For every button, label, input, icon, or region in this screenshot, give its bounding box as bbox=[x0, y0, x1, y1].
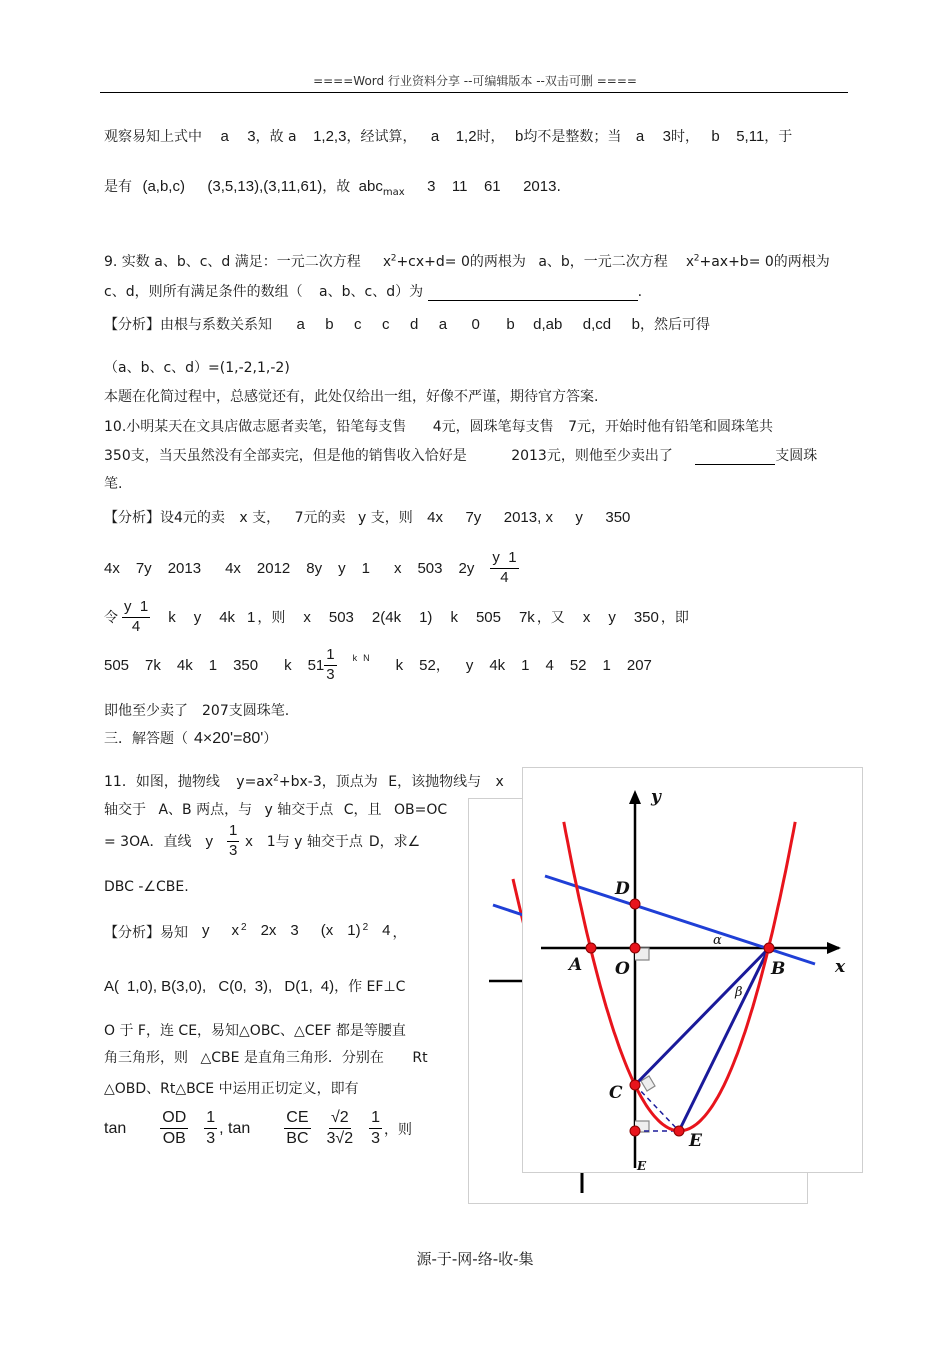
math: tan bbox=[104, 1119, 127, 1137]
text: 支圆珠 bbox=[775, 448, 818, 464]
math: y bbox=[575, 509, 583, 526]
math: 505 bbox=[475, 608, 501, 626]
math: 2y bbox=[458, 559, 475, 577]
text: ，经试算， bbox=[346, 129, 417, 145]
label-f: E bbox=[637, 1159, 647, 1172]
math: 3 bbox=[371, 1130, 381, 1147]
text: a、b，一元二次方程 bbox=[538, 254, 668, 270]
text: ，故 a bbox=[255, 129, 297, 145]
superscript: 2 bbox=[273, 773, 279, 784]
math: b bbox=[325, 316, 334, 333]
point-b bbox=[764, 943, 774, 953]
math: 1 bbox=[227, 822, 239, 842]
fraction bbox=[327, 1108, 354, 1149]
math: c bbox=[354, 316, 362, 333]
superscript: 2 bbox=[390, 253, 397, 264]
subscript: max bbox=[382, 186, 405, 198]
math: 4k bbox=[176, 656, 193, 674]
math: 3 bbox=[290, 922, 299, 939]
text: ，则 bbox=[257, 610, 286, 627]
math: 1 bbox=[139, 598, 149, 615]
text: 是有 bbox=[104, 179, 132, 195]
math: a bbox=[220, 128, 229, 145]
math: 2012 bbox=[256, 559, 291, 577]
math: 2(4k bbox=[371, 608, 402, 626]
math: (x bbox=[320, 922, 334, 939]
math: 2x bbox=[260, 922, 277, 939]
text: E，该抛物线与 bbox=[388, 774, 482, 790]
text: D，求∠ bbox=[368, 834, 421, 851]
math: 1 bbox=[508, 549, 517, 566]
q10-line-3: 笔. bbox=[104, 476, 123, 492]
text: 1与 y 轴交于点 bbox=[266, 834, 363, 851]
math: 4k bbox=[219, 608, 236, 626]
math: d bbox=[409, 316, 419, 333]
text: 【分析】设4元的卖 bbox=[104, 510, 225, 526]
point-f bbox=[630, 1126, 640, 1136]
text: ，又 bbox=[536, 610, 565, 627]
math: 7y bbox=[135, 559, 152, 577]
math: 11 bbox=[451, 178, 468, 195]
text: A、B 两点，与 bbox=[158, 802, 253, 818]
point-a bbox=[586, 943, 596, 953]
math: 7k bbox=[145, 656, 161, 674]
math: k bbox=[450, 608, 458, 626]
text: +bx-3，顶点为 bbox=[278, 774, 378, 790]
mixed-number bbox=[308, 646, 337, 685]
math: 1 bbox=[602, 656, 611, 674]
math: b bbox=[711, 128, 720, 145]
label-d: D bbox=[615, 879, 630, 899]
fraction bbox=[369, 1108, 382, 1149]
text: 均不是整数；当 bbox=[523, 129, 622, 145]
math: b bbox=[506, 316, 515, 333]
math: 4 bbox=[131, 617, 141, 635]
fraction bbox=[122, 598, 150, 637]
text: ， bbox=[435, 658, 450, 675]
text: 7元，开始时他有铅笔和圆珠笔共 bbox=[568, 419, 774, 435]
math: x bbox=[383, 253, 391, 270]
math: x bbox=[686, 253, 694, 270]
text: c、d，则所有满足条件的数组（ bbox=[104, 284, 303, 300]
math: 61 bbox=[483, 178, 501, 195]
text: ，于 bbox=[764, 129, 793, 145]
q10-analysis-3 bbox=[104, 598, 689, 637]
math: 1) bbox=[419, 608, 433, 626]
text: 350支，当天虽然没有全部卖完，但是他的销售收入恰好是 bbox=[104, 448, 467, 464]
continuation-line-2 bbox=[104, 176, 561, 198]
parabola-figure-svg bbox=[523, 768, 862, 1172]
text: ，即 bbox=[660, 610, 689, 627]
math: k bbox=[395, 656, 404, 674]
q11-line-4: DBC -∠CBE. bbox=[104, 879, 189, 895]
math: 1 bbox=[247, 608, 256, 626]
x-axis-arrow-icon bbox=[827, 942, 841, 954]
math: d,ab bbox=[533, 316, 563, 333]
math: 1,0), B(3,0), bbox=[127, 978, 207, 995]
superscript: 2 bbox=[241, 922, 247, 933]
text: x 支， bbox=[239, 510, 281, 526]
fraction bbox=[227, 822, 239, 861]
math: 2013 bbox=[167, 559, 202, 577]
segment-eb bbox=[679, 948, 769, 1131]
q10-analysis-1 bbox=[104, 507, 630, 527]
text: y 轴交于点 bbox=[264, 802, 334, 818]
q11-analysis-2 bbox=[104, 976, 405, 996]
math: k bbox=[284, 656, 292, 674]
q11-analysis-4 bbox=[104, 1047, 428, 1067]
text: 11．如图，抛物线 bbox=[104, 774, 220, 790]
text: x bbox=[495, 774, 504, 790]
math: y bbox=[124, 598, 132, 615]
math: 3 bbox=[247, 128, 256, 145]
math: x bbox=[582, 608, 591, 626]
math: y bbox=[205, 832, 213, 850]
label-b: B bbox=[771, 959, 786, 979]
y-axis-arrow-icon bbox=[629, 790, 641, 804]
page-footer: 源-于-网-络-收-集 bbox=[416, 1250, 534, 1268]
label-y: y bbox=[651, 787, 661, 807]
parabola-figure bbox=[522, 767, 863, 1173]
text: ，然后可得 bbox=[639, 317, 710, 333]
math: 505 bbox=[104, 656, 130, 674]
math: b bbox=[515, 128, 524, 145]
superscript: 2 bbox=[693, 253, 700, 264]
text: △CBE 是直角三角形．分别在 bbox=[200, 1050, 384, 1066]
math: 7y bbox=[465, 509, 482, 526]
math: A( bbox=[104, 978, 119, 995]
math: 4x bbox=[225, 559, 241, 577]
math: 7k bbox=[518, 608, 535, 626]
text: ，作 EF⊥C bbox=[334, 979, 406, 995]
math: y bbox=[608, 608, 616, 626]
text: 9. 实数 a、b、c、d 满足：一元二次方程 bbox=[104, 254, 361, 270]
math: a bbox=[438, 316, 448, 333]
q11-analysis-5: △OBD、Rt△BCE 中运用正切定义，即有 bbox=[104, 1081, 359, 1097]
math: 1 bbox=[204, 1108, 217, 1129]
math: 503 bbox=[417, 559, 443, 577]
q9-line-2 bbox=[104, 281, 642, 301]
text: 令 bbox=[104, 610, 118, 627]
math: 350 bbox=[633, 608, 659, 626]
math: , tan bbox=[219, 1119, 251, 1137]
text: OB=OC bbox=[393, 802, 448, 818]
math: 3), bbox=[254, 978, 273, 995]
q10-line-1 bbox=[104, 416, 773, 436]
text: 时， bbox=[670, 129, 699, 145]
text: 2013元，则他至少卖出了 bbox=[511, 448, 673, 464]
math: c bbox=[382, 316, 390, 333]
math: 4) bbox=[320, 978, 335, 995]
fraction bbox=[284, 1108, 310, 1149]
q10-analysis-4 bbox=[104, 646, 652, 685]
math: x bbox=[393, 559, 402, 577]
label-c: C bbox=[609, 1083, 623, 1103]
q11-analysis-3: O 于 F，连 CE，易知△OBC、△CEF 都是等腰直 bbox=[104, 1023, 406, 1039]
label-alpha: α bbox=[713, 933, 722, 948]
math: BC bbox=[286, 1130, 309, 1147]
q9-analysis bbox=[104, 314, 710, 334]
math: y=ax bbox=[236, 774, 274, 790]
math: 4 bbox=[545, 656, 554, 674]
math: 3 bbox=[427, 178, 436, 195]
fraction bbox=[490, 549, 518, 588]
math: 1 bbox=[208, 656, 218, 674]
math: 52 bbox=[419, 656, 436, 674]
math: b bbox=[631, 316, 640, 333]
q11-line-1 bbox=[104, 771, 504, 791]
q9-line-1 bbox=[104, 251, 830, 271]
math: y bbox=[193, 608, 202, 626]
text: 【分析】易知 bbox=[104, 925, 188, 941]
math: 8y bbox=[306, 559, 323, 577]
math: 1,2 bbox=[455, 128, 477, 145]
math: 1,2,3 bbox=[313, 128, 347, 145]
text: ） bbox=[263, 731, 278, 747]
text: 三．解答题（ bbox=[104, 731, 188, 747]
math: 4k bbox=[489, 656, 506, 674]
continuation-line-1 bbox=[104, 126, 792, 146]
text: 4元，圆珠笔每支售 bbox=[432, 419, 554, 435]
math: 207 bbox=[626, 656, 652, 674]
math: CE bbox=[284, 1108, 310, 1129]
point-e bbox=[674, 1126, 684, 1136]
header-rule bbox=[100, 92, 848, 93]
math: √2 bbox=[329, 1108, 351, 1129]
answer-blank[interactable] bbox=[695, 464, 775, 465]
math: 3√2 bbox=[326, 1130, 354, 1147]
q11-analysis-1 bbox=[104, 922, 407, 942]
superscript: 2 bbox=[362, 922, 369, 933]
text: 轴交于 bbox=[104, 802, 146, 818]
math: 1) bbox=[347, 922, 361, 939]
fraction bbox=[204, 1108, 217, 1149]
math: 4x bbox=[104, 559, 120, 577]
label-beta: β bbox=[735, 985, 743, 1000]
math: y bbox=[202, 922, 210, 939]
label-a: A bbox=[569, 955, 583, 975]
text: +cx+d= 0的两根为 bbox=[396, 254, 526, 270]
math: 1 bbox=[324, 646, 336, 666]
text: = 3OA．直线 bbox=[104, 834, 192, 851]
math: (a,b,c) bbox=[142, 178, 185, 195]
point-o bbox=[630, 943, 640, 953]
math: (3,5,13),(3,11,61) bbox=[207, 178, 323, 195]
math: 52 bbox=[569, 656, 587, 674]
math: 350 bbox=[233, 656, 259, 674]
math: 3 bbox=[326, 665, 335, 683]
fraction bbox=[160, 1108, 188, 1149]
text: . bbox=[637, 284, 643, 300]
text: ，则 bbox=[384, 1121, 413, 1138]
q11-line-2 bbox=[104, 799, 447, 819]
math: k bbox=[168, 608, 176, 626]
math: 2013, x bbox=[503, 509, 553, 526]
text: 7元的卖 bbox=[294, 510, 346, 526]
text: 观察易知上式中 bbox=[104, 129, 202, 145]
math: 350 bbox=[605, 509, 631, 526]
math: x bbox=[231, 922, 239, 939]
text: 【分析】由根与系数关系知 bbox=[104, 317, 272, 333]
math: 2013 bbox=[523, 178, 557, 195]
page-header: ====Word 行业资料分享 --可编辑版本 --双击可删 ==== bbox=[313, 74, 637, 88]
math: 1 bbox=[361, 559, 370, 577]
math: 3 bbox=[228, 841, 238, 859]
math: a bbox=[296, 316, 305, 333]
q10-analysis-2 bbox=[104, 549, 519, 588]
math: 3 bbox=[662, 128, 671, 145]
text: +ax+b= 0的两根为 bbox=[699, 254, 830, 270]
answer-blank[interactable] bbox=[428, 300, 638, 301]
text: y 支，则 bbox=[357, 510, 413, 526]
label-o: O bbox=[615, 959, 630, 979]
q10-line-2 bbox=[104, 445, 817, 465]
math: N bbox=[363, 653, 370, 664]
math: y bbox=[492, 549, 500, 566]
text: 10.小明某天在文具店做志愿者卖笔，铅笔每支售 bbox=[104, 419, 407, 435]
math: a bbox=[635, 128, 645, 145]
math: 1 bbox=[369, 1108, 382, 1129]
text: C，且 bbox=[343, 802, 382, 818]
math: d,cd bbox=[582, 316, 612, 333]
parabola-curve bbox=[564, 822, 795, 1131]
math: 0 bbox=[471, 316, 480, 333]
text: Rt bbox=[412, 1050, 428, 1066]
math: y bbox=[465, 656, 474, 674]
q11-tan-equation bbox=[104, 1108, 412, 1149]
math: 4x bbox=[427, 509, 443, 526]
math: y bbox=[338, 559, 346, 577]
q11-line-3 bbox=[104, 822, 420, 861]
text: a、b、c、d）为 bbox=[319, 284, 424, 300]
math: OD bbox=[160, 1108, 188, 1129]
math: k bbox=[352, 653, 358, 664]
section-3-heading bbox=[104, 728, 277, 748]
math: x bbox=[303, 608, 311, 626]
q10-conclusion: 即他至少卖了 207支圆珠笔. bbox=[104, 703, 290, 719]
math: 4 bbox=[382, 922, 391, 939]
math: 51 bbox=[307, 656, 325, 674]
math: 1 bbox=[521, 656, 530, 674]
math: a bbox=[430, 128, 440, 145]
point-c bbox=[630, 1080, 640, 1090]
text: 时， bbox=[476, 129, 505, 145]
point-d bbox=[630, 899, 640, 909]
math: C(0, bbox=[218, 978, 247, 995]
math: 3 bbox=[206, 1130, 216, 1147]
math: 4 bbox=[500, 568, 509, 586]
label-x: x bbox=[835, 957, 846, 977]
math: 4×20'=80' bbox=[194, 730, 264, 747]
math: D(1, bbox=[284, 978, 313, 995]
math: abc bbox=[358, 178, 383, 195]
text: ，故 bbox=[322, 179, 351, 195]
text: 角三角形，则 bbox=[104, 1050, 188, 1066]
math: OB bbox=[162, 1130, 186, 1147]
text: ， bbox=[392, 925, 407, 941]
q9-note: 本题在化简过程中，总感觉还有，此处仅给出一组，好像不严谨，期待官方答案. bbox=[104, 389, 599, 405]
label-e: E bbox=[689, 1131, 702, 1151]
text: . bbox=[556, 179, 561, 195]
fraction bbox=[324, 646, 336, 685]
math: 5,11 bbox=[736, 128, 765, 145]
math: x bbox=[245, 832, 253, 850]
math: 503 bbox=[328, 608, 354, 626]
q9-result: （a、b、c、d）=(1,-2,1,-2) bbox=[104, 360, 290, 376]
